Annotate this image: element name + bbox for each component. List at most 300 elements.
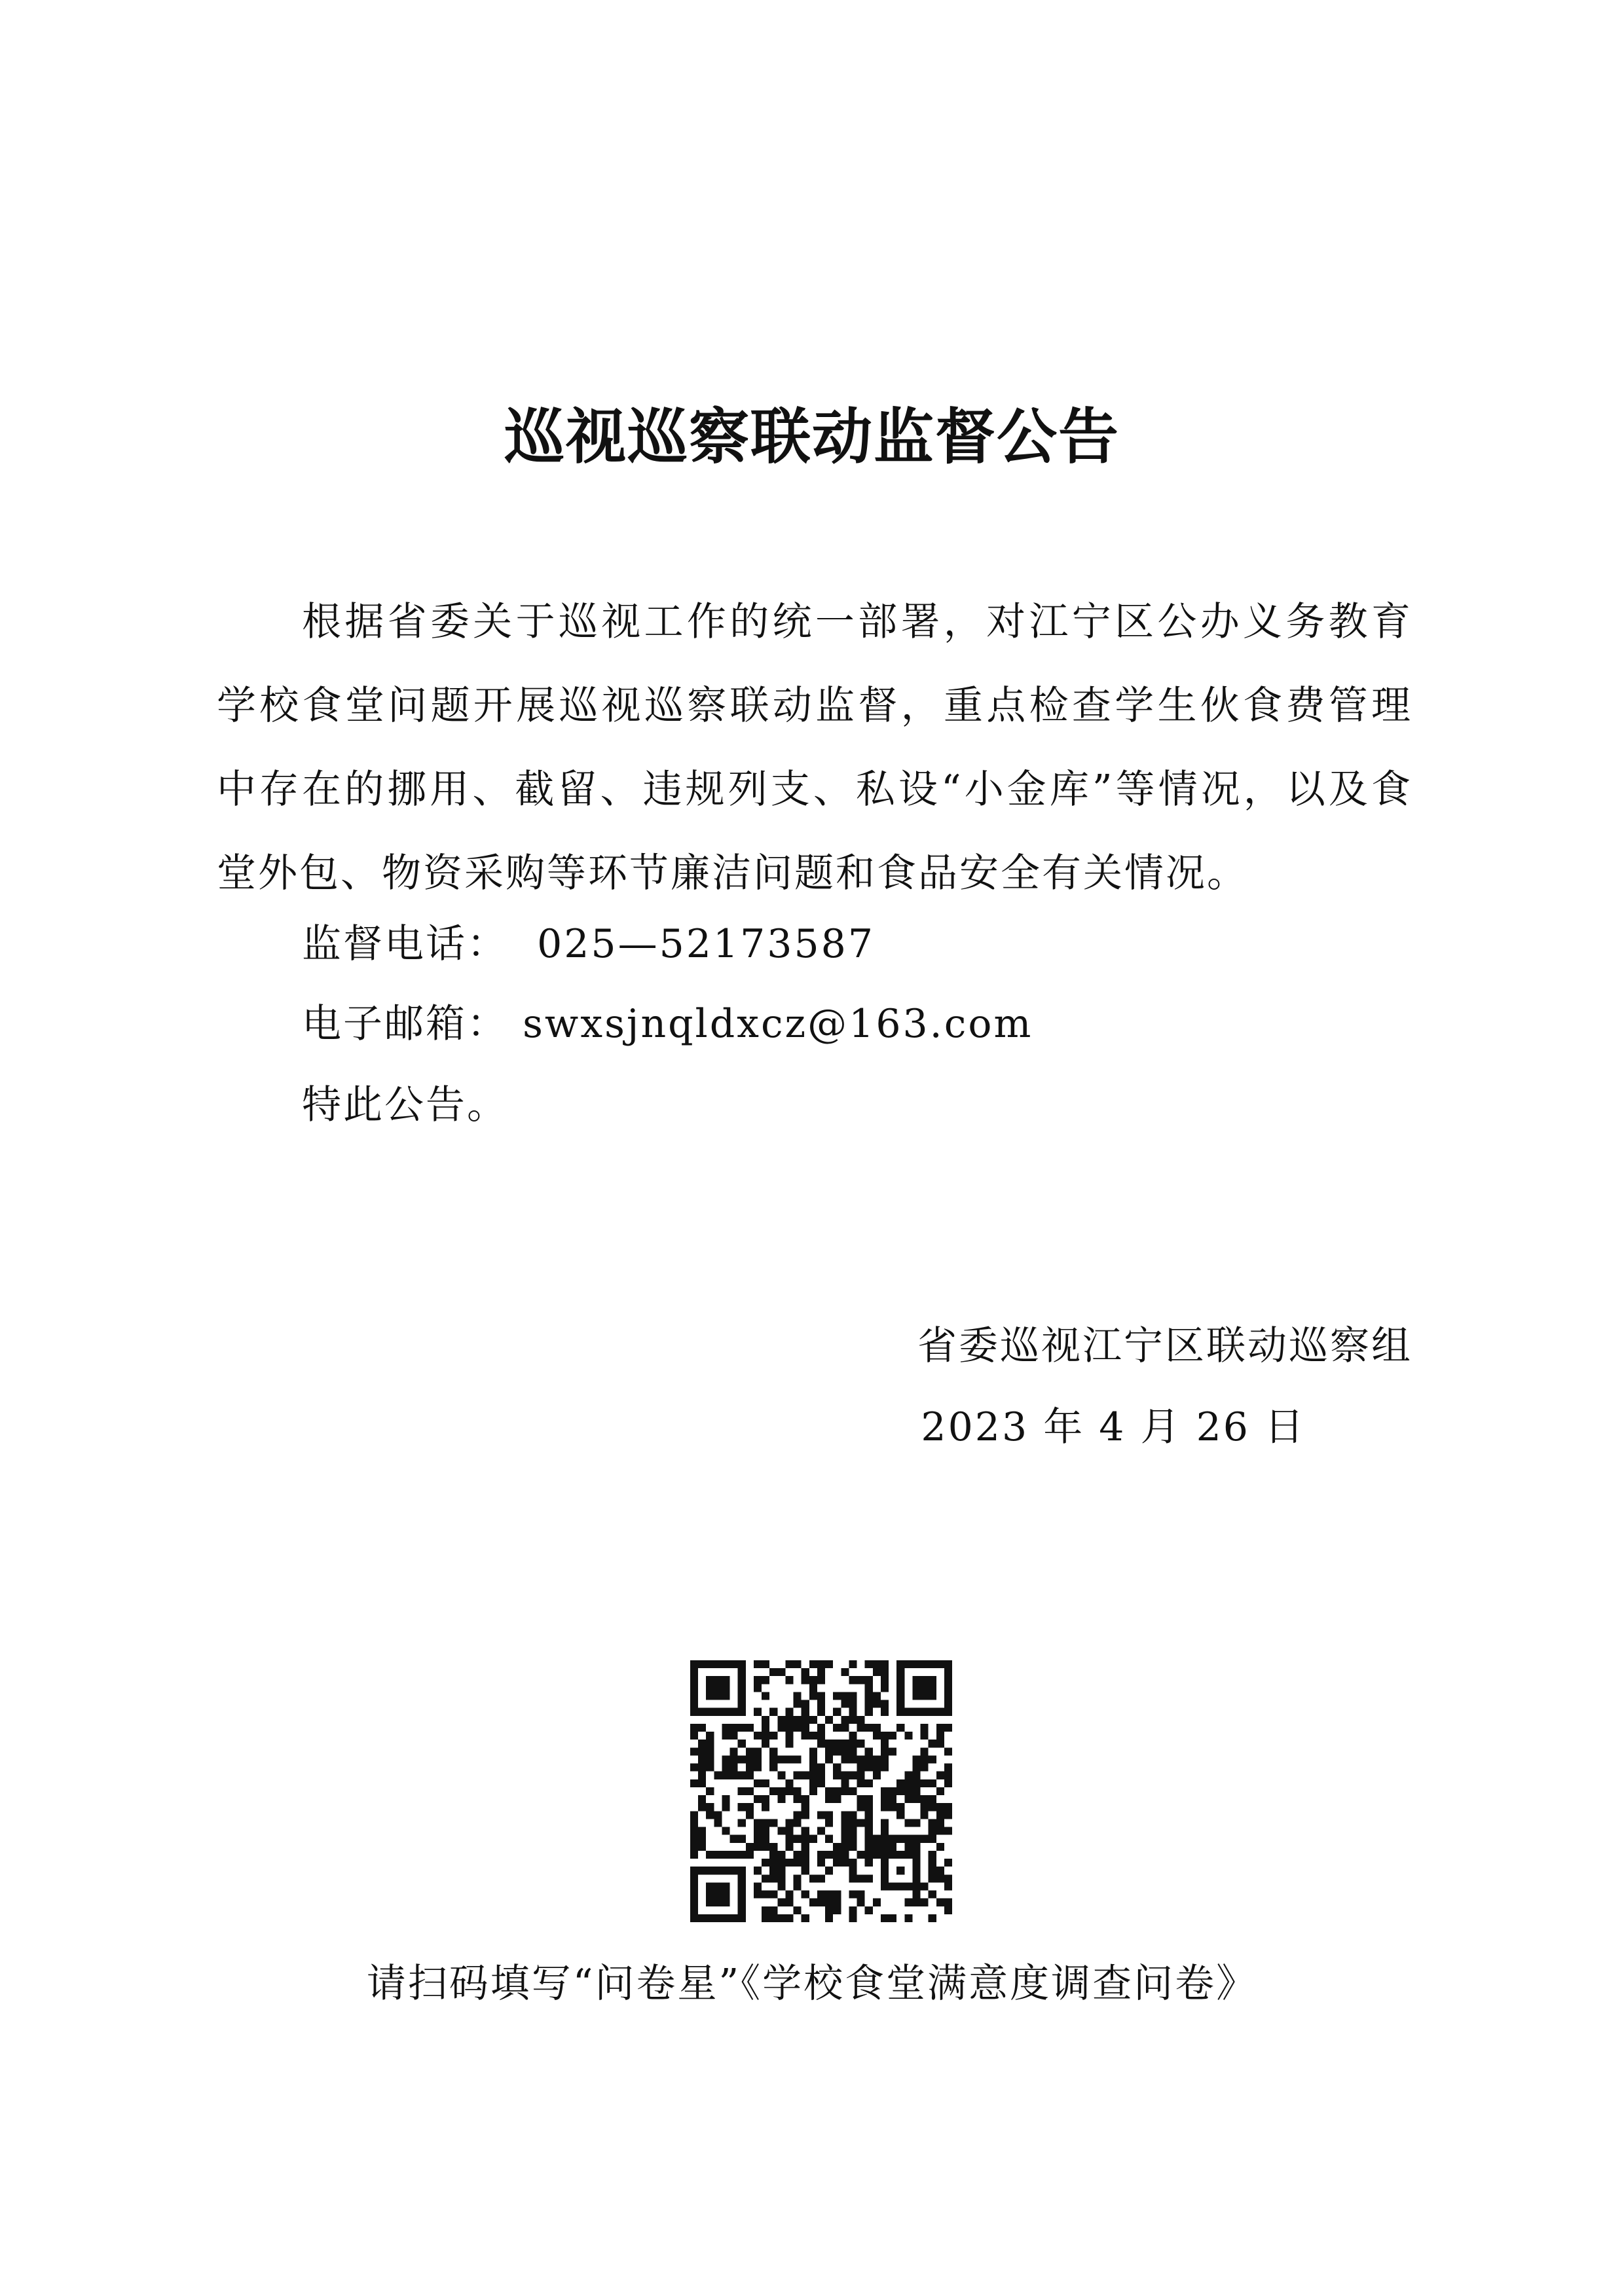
qr-module	[794, 1772, 802, 1779]
notice-body-paragraph: 根据省委关于巡视工作的统一部署，对江宁区公办义务教育学校食堂问题开展巡视巡察联动监督，重点检查学生伙食费管理中存在的挪用、截留、违规列支、私设“小金库”等情况，以及食堂外包、物资采购等环节廉洁问题和食品安全有关情况。	[217, 599, 1412, 896]
qr-module	[857, 1899, 865, 1906]
qr-module	[904, 1843, 912, 1851]
qr-module	[921, 1660, 929, 1668]
qr-module	[865, 1819, 873, 1827]
qr-module	[921, 1779, 929, 1787]
phone-line	[302, 918, 875, 970]
qr-module	[802, 1803, 809, 1811]
qr-module	[921, 1835, 929, 1843]
phone-label: 监督电话：	[302, 921, 508, 967]
qr-module	[833, 1851, 841, 1859]
qr-module	[873, 1899, 881, 1906]
qr-module	[722, 1755, 729, 1763]
email-label: 电子邮箱：	[302, 1001, 508, 1047]
qr-module	[785, 1835, 793, 1843]
qr-module	[904, 1787, 912, 1795]
qr-module	[833, 1787, 841, 1795]
qr-module	[912, 1851, 920, 1859]
qr-module	[690, 1724, 698, 1732]
qr-module	[777, 1851, 785, 1859]
qr-module	[785, 1740, 793, 1747]
qr-module	[833, 1724, 841, 1732]
qr-module	[794, 1874, 802, 1882]
qr-module	[944, 1684, 952, 1692]
qr-module	[762, 1803, 769, 1811]
qr-module	[936, 1827, 944, 1835]
qr-module	[738, 1874, 746, 1882]
qr-module	[809, 1660, 817, 1668]
qr-module	[722, 1882, 729, 1890]
qr-module	[881, 1668, 889, 1676]
qr-module	[738, 1819, 746, 1827]
qr-module	[817, 1827, 825, 1835]
qr-module	[706, 1787, 714, 1795]
qr-module	[746, 1747, 754, 1755]
qr-module	[921, 1676, 929, 1684]
qr-module	[825, 1867, 833, 1874]
qr-module	[754, 1708, 762, 1716]
qr-module	[841, 1740, 849, 1747]
qr-module	[706, 1732, 714, 1740]
qr-module	[841, 1827, 849, 1835]
qr-module	[825, 1811, 833, 1819]
qr-module	[873, 1724, 881, 1732]
qr-module	[889, 1835, 896, 1843]
qr-module	[769, 1708, 777, 1716]
qr-module	[865, 1851, 873, 1859]
qr-module	[777, 1755, 785, 1763]
qr-module	[904, 1882, 912, 1890]
qr-module	[769, 1787, 777, 1795]
qr-module	[722, 1803, 729, 1811]
qr-module	[777, 1716, 785, 1724]
qr-module	[873, 1755, 881, 1763]
qr-module	[722, 1914, 729, 1922]
qr-module	[690, 1779, 698, 1787]
qr-module	[762, 1692, 769, 1700]
qr-module	[857, 1891, 865, 1899]
qr-module	[754, 1827, 762, 1835]
qr-module	[785, 1708, 793, 1716]
qr-module	[833, 1740, 841, 1747]
qr-module	[762, 1795, 769, 1803]
qr-module	[698, 1764, 706, 1772]
qr-module	[921, 1803, 929, 1811]
qr-module	[929, 1891, 936, 1899]
qr-module	[912, 1755, 920, 1763]
qr-module	[881, 1819, 889, 1827]
qr-module	[785, 1732, 793, 1740]
qr-module	[754, 1755, 762, 1763]
qr-module	[873, 1764, 881, 1772]
qr-code-image	[690, 1660, 952, 1922]
qr-module	[762, 1859, 769, 1867]
qr-module	[706, 1803, 714, 1811]
qr-module	[714, 1851, 722, 1859]
qr-module	[777, 1787, 785, 1795]
qr-module	[738, 1740, 746, 1747]
qr-module	[841, 1843, 849, 1851]
qr-module	[817, 1724, 825, 1732]
qr-module	[881, 1764, 889, 1772]
qr-module	[944, 1708, 952, 1716]
qr-module	[809, 1684, 817, 1692]
qr-module	[825, 1819, 833, 1827]
qr-module	[841, 1851, 849, 1859]
qr-module	[754, 1891, 762, 1899]
qr-module	[698, 1827, 706, 1835]
qr-module	[881, 1835, 889, 1843]
qr-module	[904, 1899, 912, 1906]
qr-module	[817, 1851, 825, 1859]
qr-module	[841, 1835, 849, 1843]
qr-module	[944, 1882, 952, 1890]
qr-module	[769, 1819, 777, 1827]
qr-module	[936, 1811, 944, 1819]
qr-module	[833, 1899, 841, 1906]
qr-module	[889, 1795, 896, 1803]
qr-module	[802, 1716, 809, 1724]
qr-module	[809, 1716, 817, 1724]
qr-module	[802, 1668, 809, 1676]
qr-module	[896, 1867, 904, 1874]
qr-module	[809, 1772, 817, 1779]
qr-module	[690, 1708, 698, 1716]
qr-module	[912, 1779, 920, 1787]
qr-module	[912, 1787, 920, 1795]
qr-module	[912, 1859, 920, 1867]
qr-module	[762, 1724, 769, 1732]
qr-module	[904, 1835, 912, 1843]
qr-module	[738, 1787, 746, 1795]
qr-module	[833, 1764, 841, 1772]
qr-module	[738, 1891, 746, 1899]
qr-module	[817, 1692, 825, 1700]
qr-module	[881, 1882, 889, 1890]
qr-module	[865, 1708, 873, 1716]
qr-module	[833, 1708, 841, 1716]
qr-module	[730, 1914, 738, 1922]
qr-module	[912, 1764, 920, 1772]
qr-module	[698, 1724, 706, 1732]
qr-module	[857, 1819, 865, 1827]
qr-module	[825, 1787, 833, 1795]
qr-module	[762, 1732, 769, 1740]
qr-module	[912, 1843, 920, 1851]
qr-module	[690, 1914, 698, 1922]
qr-module	[929, 1867, 936, 1874]
qr-module	[817, 1676, 825, 1684]
qr-module	[690, 1676, 698, 1684]
qr-module	[849, 1700, 857, 1708]
qr-module	[912, 1835, 920, 1843]
qr-module	[929, 1676, 936, 1684]
qr-module	[754, 1676, 762, 1684]
qr-module	[936, 1740, 944, 1747]
qr-module	[722, 1724, 729, 1732]
qr-module	[698, 1803, 706, 1811]
qr-module	[754, 1747, 762, 1755]
qr-module	[690, 1732, 698, 1740]
qr-module	[738, 1899, 746, 1906]
qr-module	[730, 1764, 738, 1772]
qr-module	[730, 1835, 738, 1843]
qr-module	[722, 1772, 729, 1779]
qr-module	[762, 1819, 769, 1827]
qr-module	[762, 1676, 769, 1684]
qr-module	[730, 1747, 738, 1755]
qr-module	[873, 1700, 881, 1708]
qr-module	[730, 1867, 738, 1874]
qr-module	[904, 1819, 912, 1827]
qr-module	[944, 1803, 952, 1811]
qr-module	[738, 1724, 746, 1732]
qr-module	[769, 1891, 777, 1899]
qr-module	[865, 1843, 873, 1851]
qr-module	[706, 1684, 714, 1692]
qr-module	[802, 1867, 809, 1874]
qr-module	[722, 1692, 729, 1700]
qr-module	[881, 1747, 889, 1755]
qr-module	[873, 1660, 881, 1668]
qr-caption: 请扫码填写“问卷星”《学校食堂满意度调查问卷》	[366, 1961, 1258, 2007]
qr-module	[841, 1772, 849, 1779]
qr-module	[777, 1882, 785, 1890]
qr-module	[841, 1811, 849, 1819]
qr-module	[857, 1740, 865, 1747]
qr-module	[944, 1676, 952, 1684]
qr-module	[849, 1874, 857, 1882]
qr-module	[794, 1787, 802, 1795]
qr-module	[817, 1891, 825, 1899]
qr-module	[794, 1819, 802, 1827]
qr-module	[849, 1843, 857, 1851]
qr-module	[896, 1724, 904, 1732]
qr-module	[896, 1851, 904, 1859]
qr-module	[817, 1874, 825, 1882]
qr-module	[690, 1891, 698, 1899]
qr-module	[794, 1755, 802, 1763]
qr-module	[738, 1867, 746, 1874]
qr-module	[746, 1772, 754, 1779]
qr-module	[881, 1684, 889, 1692]
qr-module	[944, 1747, 952, 1755]
qr-module	[746, 1811, 754, 1819]
qr-module	[794, 1906, 802, 1914]
qr-module	[769, 1747, 777, 1755]
qr-module	[881, 1708, 889, 1716]
qr-module	[777, 1914, 785, 1922]
qr-module	[849, 1867, 857, 1874]
qr-module	[944, 1811, 952, 1819]
qr-module	[809, 1899, 817, 1906]
qr-module	[769, 1732, 777, 1740]
qr-module	[817, 1811, 825, 1819]
qr-module	[849, 1740, 857, 1747]
qr-module	[912, 1819, 920, 1827]
qr-module	[698, 1914, 706, 1922]
qr-module	[817, 1899, 825, 1906]
qr-module	[944, 1827, 952, 1835]
qr-module	[698, 1795, 706, 1803]
qr-module	[722, 1827, 729, 1835]
qr-module	[904, 1779, 912, 1787]
qr-module	[825, 1899, 833, 1906]
qr-module	[873, 1772, 881, 1779]
qr-module	[817, 1764, 825, 1772]
qr-module	[929, 1779, 936, 1787]
qr-module	[746, 1803, 754, 1811]
qr-module	[825, 1716, 833, 1724]
qr-module	[849, 1692, 857, 1700]
qr-module	[857, 1764, 865, 1772]
qr-module	[738, 1676, 746, 1684]
qr-module	[929, 1708, 936, 1716]
qr-module	[936, 1819, 944, 1827]
qr-module	[690, 1660, 698, 1668]
qr-module	[865, 1692, 873, 1700]
qr-module	[817, 1708, 825, 1716]
qr-module	[881, 1827, 889, 1835]
qr-module	[881, 1740, 889, 1747]
qr-module	[738, 1851, 746, 1859]
qr-module	[809, 1764, 817, 1772]
qr-module	[738, 1906, 746, 1914]
qr-module	[817, 1859, 825, 1867]
qr-module	[738, 1835, 746, 1843]
qr-module	[936, 1867, 944, 1874]
qr-module	[881, 1787, 889, 1795]
qr-module	[865, 1859, 873, 1867]
qr-module	[690, 1827, 698, 1835]
qr-module	[929, 1692, 936, 1700]
qr-module	[690, 1700, 698, 1708]
qr-module	[929, 1755, 936, 1763]
qr-module	[841, 1692, 849, 1700]
qr-module	[690, 1843, 698, 1851]
qr-module	[738, 1914, 746, 1922]
qr-module	[714, 1684, 722, 1692]
qr-module	[841, 1747, 849, 1755]
qr-module	[865, 1827, 873, 1835]
qr-module	[754, 1779, 762, 1787]
qr-module	[746, 1755, 754, 1763]
qr-module	[777, 1772, 785, 1779]
qr-module	[809, 1676, 817, 1684]
qr-module	[754, 1660, 762, 1668]
qr-module	[690, 1811, 698, 1819]
qr-module	[802, 1827, 809, 1835]
qr-module	[698, 1740, 706, 1747]
qr-module	[762, 1835, 769, 1843]
qr-module	[794, 1692, 802, 1700]
qr-module	[849, 1891, 857, 1899]
qr-module	[802, 1891, 809, 1899]
qr-module	[706, 1914, 714, 1922]
qr-module	[896, 1708, 904, 1716]
qr-module	[698, 1747, 706, 1755]
qr-module	[904, 1795, 912, 1803]
qr-module	[889, 1732, 896, 1740]
qr-module	[896, 1787, 904, 1795]
qr-module	[706, 1764, 714, 1772]
qr-module	[944, 1906, 952, 1914]
qr-module	[698, 1779, 706, 1787]
qr-module	[825, 1747, 833, 1755]
qr-module	[841, 1724, 849, 1732]
qr-module	[769, 1859, 777, 1867]
qr-module	[833, 1859, 841, 1867]
qr-module	[769, 1867, 777, 1874]
qr-module	[841, 1700, 849, 1708]
qr-module	[912, 1708, 920, 1716]
qr-module	[944, 1779, 952, 1787]
qr-module	[762, 1843, 769, 1851]
qr-module	[865, 1795, 873, 1803]
qr-module	[904, 1772, 912, 1779]
qr-module	[921, 1692, 929, 1700]
qr-module	[857, 1874, 865, 1882]
qr-module	[698, 1843, 706, 1851]
qr-module	[706, 1708, 714, 1716]
qr-module	[754, 1843, 762, 1851]
qr-module	[769, 1755, 777, 1763]
qr-module	[777, 1827, 785, 1835]
qr-module	[706, 1692, 714, 1700]
qr-module	[738, 1708, 746, 1716]
qr-module	[722, 1708, 729, 1716]
qr-module	[785, 1859, 793, 1867]
qr-module	[865, 1764, 873, 1772]
qr-module	[738, 1668, 746, 1676]
qr-module	[794, 1724, 802, 1732]
qr-module	[912, 1692, 920, 1700]
qr-module	[912, 1867, 920, 1874]
qr-module	[936, 1708, 944, 1716]
qr-module	[904, 1660, 912, 1668]
qr-module	[769, 1764, 777, 1772]
qr-module	[881, 1795, 889, 1803]
qr-module	[865, 1835, 873, 1843]
qr-module	[817, 1732, 825, 1740]
qr-module	[921, 1755, 929, 1763]
qr-module	[706, 1740, 714, 1747]
qr-module	[817, 1779, 825, 1787]
qr-module	[754, 1795, 762, 1803]
qr-module	[881, 1755, 889, 1763]
qr-module	[857, 1795, 865, 1803]
qr-module	[785, 1755, 793, 1763]
qr-module	[841, 1668, 849, 1676]
qr-module	[722, 1764, 729, 1772]
qr-module	[825, 1660, 833, 1668]
qr-module	[706, 1660, 714, 1668]
qr-module	[706, 1882, 714, 1890]
qr-module	[881, 1859, 889, 1867]
qr-module	[738, 1882, 746, 1890]
qr-module	[817, 1660, 825, 1668]
qr-module	[769, 1843, 777, 1851]
qr-module	[746, 1843, 754, 1851]
qr-module	[706, 1851, 714, 1859]
qr-module	[912, 1891, 920, 1899]
qr-module	[722, 1867, 729, 1874]
qr-module	[722, 1795, 729, 1803]
qr-module	[881, 1660, 889, 1668]
qr-module	[904, 1708, 912, 1716]
qr-module	[889, 1882, 896, 1890]
qr-module	[754, 1819, 762, 1827]
